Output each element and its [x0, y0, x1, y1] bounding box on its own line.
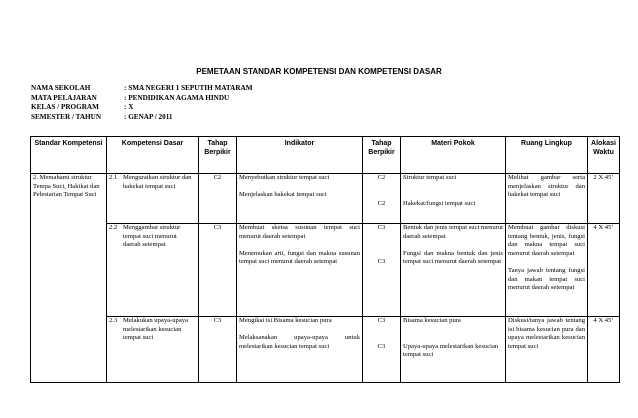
table-row [31, 224, 620, 317]
tahap-cell [363, 174, 401, 224]
table-row [31, 174, 620, 224]
header-tahap-berpikir: Tahap Berpikir [363, 137, 401, 174]
kd-text: Menggambar struktur tempat suci menurut daerah setempat [123, 224, 181, 249]
meta-row-class [31, 103, 253, 113]
kd-text: Melakukan upaya-upaya melestarikan kesucian tempat suci [123, 317, 188, 342]
table-header-row [31, 137, 620, 174]
indikator-cell [237, 174, 363, 224]
materi-cell [401, 317, 506, 383]
materi-item: Fungsi dan makna bentuk dan jenis tempat suci menurut daerah setempat [403, 249, 503, 266]
tahap-item: C3 [377, 317, 386, 324]
kd-cell [107, 174, 199, 224]
header-tahap-berpikir: Tahap Berpikir [199, 137, 237, 174]
meta-key: NAMA SEKOLAH [31, 84, 91, 92]
materi-cell [401, 174, 506, 224]
materi-item: Hakekat/fungsi tempat suci [403, 199, 476, 207]
materi-item: Upaya-upaya melestarikan kesucian tempat suci [403, 342, 499, 359]
meta-row-school [31, 84, 253, 94]
meta-key: SEMESTER / TAHUN [31, 112, 102, 121]
ruang-lingkup-item: Tanya jawab tentang fungsi dan makan tempat suci menurut daerah setempat [508, 266, 585, 292]
ruang-lingkup-item: Membuat gambar diskusi tentang bentuk, jenis, fungsi dan makna tempat suci menurut daerah setempat [508, 224, 585, 257]
meta-key: MATA PELAJARAN [31, 93, 97, 102]
meta-value: : SMA NEGERI 1 SEPUTIH MATARAM [124, 84, 253, 92]
alokasi-cell: 2 X 45’ [588, 174, 620, 224]
kd-number: 2.1 [109, 174, 118, 181]
document-title: PEMETAAN STANDAR KOMPETENSI DAN KOMPETENSI DASAR [196, 67, 442, 76]
alokasi-cell: 4 X 45’ [588, 224, 620, 317]
materi-item: Bentuk dan jenis tempat suci menurut daerah setempat [403, 224, 503, 240]
tahap-cell: C3 [199, 224, 237, 317]
tahap-item: C3 [377, 342, 386, 350]
materi-item: Bisama kesucian pura [403, 317, 461, 324]
indikator-item: Menjelaskan hakekat tempat suci [239, 191, 327, 199]
meta-row-semester [31, 113, 253, 123]
tahap-item: C3 [377, 258, 386, 266]
header-materi-pokok: Materi Pokok [401, 137, 506, 174]
kd-text: Menguraikan struktur dan hakekat tempat suci [123, 174, 192, 190]
tahap-cell: C3 [199, 317, 237, 383]
ruang-lingkup-cell: Melihat gambar serta menjelaskan struktur dan hakekat tempat suci [506, 174, 588, 224]
tahap-cell [363, 224, 401, 317]
header-indikator: Indikator [237, 137, 363, 174]
indikator-cell [237, 317, 363, 383]
meta-value: : GENAP / 2011 [124, 112, 173, 121]
tahap-item: C3 [377, 224, 386, 231]
standar-kompetensi-text: 2. Memahami struktur Tempa Suci, Hakikat dan Pelestarian Tempat Suci [33, 174, 100, 199]
indikator-item: Melaksanakan upaya-upaya untuk melestarikan kesucian tempat suci [239, 334, 360, 350]
meta-key: KELAS / PROGRAM [31, 103, 99, 112]
kd-number: 2.3 [109, 317, 118, 324]
meta-value: : PENDIDIKAN AGAMA HINDU [124, 93, 230, 102]
document-meta [31, 84, 253, 122]
header-kompetensi-dasar: Kompetensi Dasar [107, 137, 199, 174]
standar-kompetensi-cell [31, 174, 107, 383]
table-row [31, 317, 620, 383]
materi-item: Struktur tempat suci [403, 174, 457, 181]
meta-row-subject [31, 94, 253, 104]
tahap-cell: C2 [199, 174, 237, 224]
indikator-item: Membuat sketsa susunan tempat suci menurut daerah setempat [239, 224, 360, 240]
mapping-table [30, 136, 620, 383]
indikator-item: Mengikai isi Bisama kesucian pura [239, 317, 332, 324]
tahap-item: C2 [377, 174, 386, 181]
tahap-item: C2 [377, 199, 386, 207]
kd-cell [107, 317, 199, 383]
meta-value: : X [124, 103, 134, 112]
tahap-cell [363, 317, 401, 383]
alokasi-cell: 4 X 45’ [588, 317, 620, 383]
header-alokasi-waktu: Alokasi Waktu [588, 137, 620, 174]
indikator-item: Menemukan arti, fungsi dan makna susunan tempat suci menurut daerah setempat [239, 249, 360, 266]
materi-cell [401, 224, 506, 317]
ruang-lingkup-cell: Diskusi/tanya jawab tentang isi bisama kesucian pura dan upaya melestarikan kesucian tempat suci [506, 317, 588, 383]
indikator-cell [237, 224, 363, 317]
ruang-lingkup-cell [506, 224, 588, 317]
header-standar-kompetensi: Standar Kompetensi [31, 137, 107, 174]
kd-cell [107, 224, 199, 317]
indikator-item: Menyebutkan struktur tempat suci [239, 174, 330, 181]
header-ruang-lingkup: Ruang Lingkup [506, 137, 588, 174]
kd-number: 2.2 [109, 224, 118, 231]
